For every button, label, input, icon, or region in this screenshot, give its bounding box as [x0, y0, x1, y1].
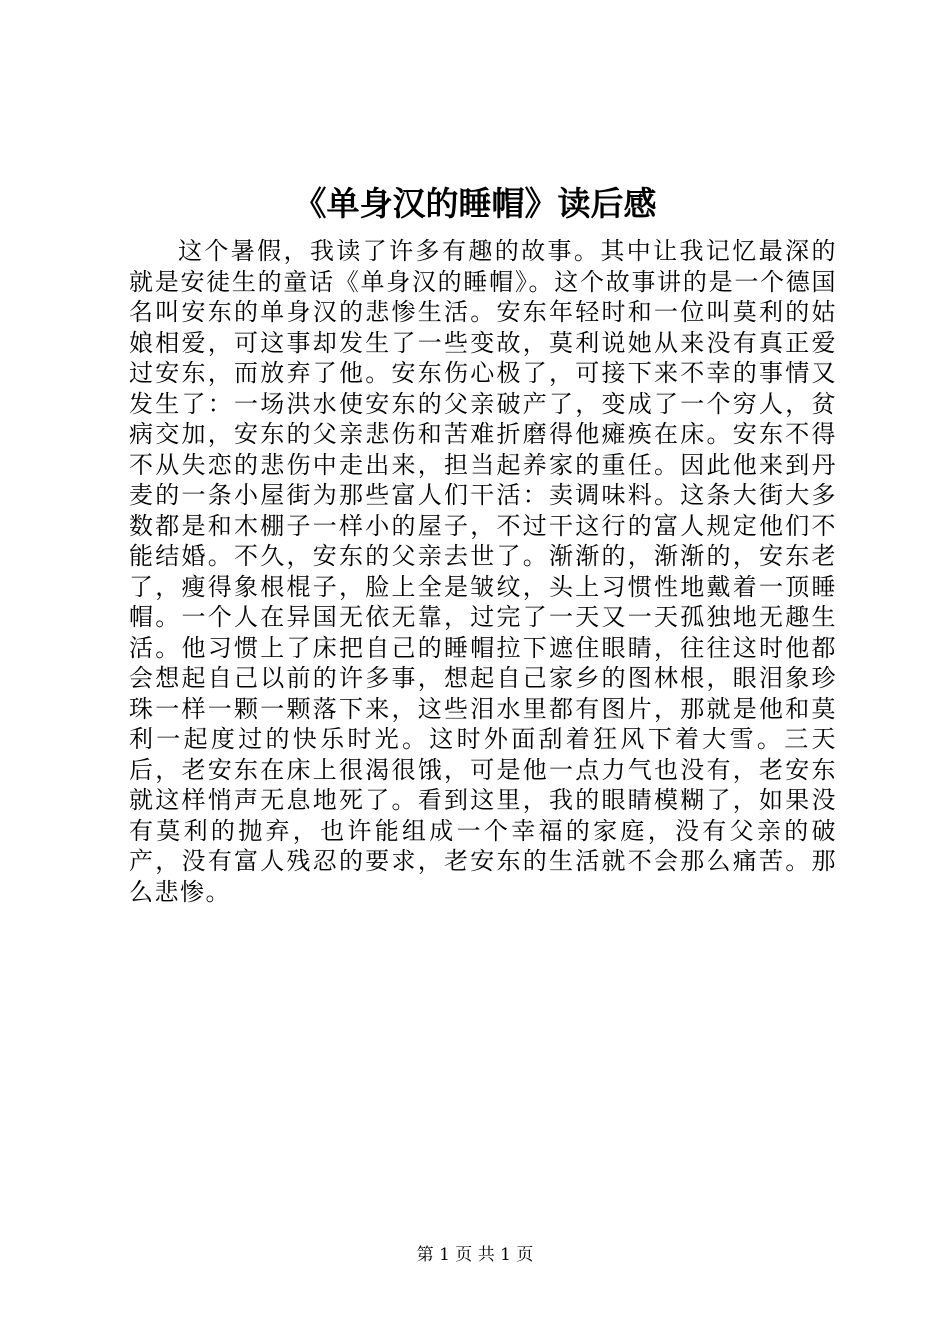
body-paragraph: 这个暑假，我读了许多有趣的故事。其中让我记忆最深的就是安徒生的童话《单身汉的睡帽》。这个故事讲的是一个德国名叫安东的单身汉的悲惨生活。安东年轻时和一位叫莫利的姑娘相爱，可这事却发生了一些变故，莫利说她从来没有真正爱过安东，而放弃了他。安东伤心极了，可接下来不幸的事情又发生了：一场洪水使安东的父亲破产了，变成了一个穷人，贫病交加，安东的父亲悲伤和苦难折磨得他瘫痪在床。安东不得不从失恋的悲伤中走出来，担当起养家的重任。因此他来到丹麦的一条小屋街为那些富人们干活：卖调味料。这条大街大多数都是和木棚子一样小的屋子，不过干这行的富人规定他们不能结婚。不久，安东的父亲去世了。渐渐的，渐渐的，安东老了，瘦得象根棍子，脸上全是皱纹，头上习惯性地戴着一顶睡帽。一个人在异国无依无靠，过完了一天又一天孤独地无趣生活。他习惯上了床把自己的睡帽拉下遮住眼睛，往往这时他都会想起自己以前的许多事，想起自己家乡的图林根，眼泪象珍珠一样一颗一颗落下来，这些泪水里都有图片，那就是他和莫利一起度过的快乐时光。这时外面刮着狂风下着大雪。三天后，老安东在床上很渴很饿，可是他一点力气也没有，老安东就这样悄声无息地死了。看到这里，我的眼睛模糊了，如果没有莫利的抛弃，也许能组成一个幸福的家庭，没有父亲的破产，没有富人残忍的要求，老安东的生活就不会那么痛苦。那么悲惨。	[129, 237, 837, 906]
page-footer: 第 1 页 共 1 页	[416, 1245, 534, 1265]
document-title: 《单身汉的睡帽》读后感	[293, 184, 657, 223]
